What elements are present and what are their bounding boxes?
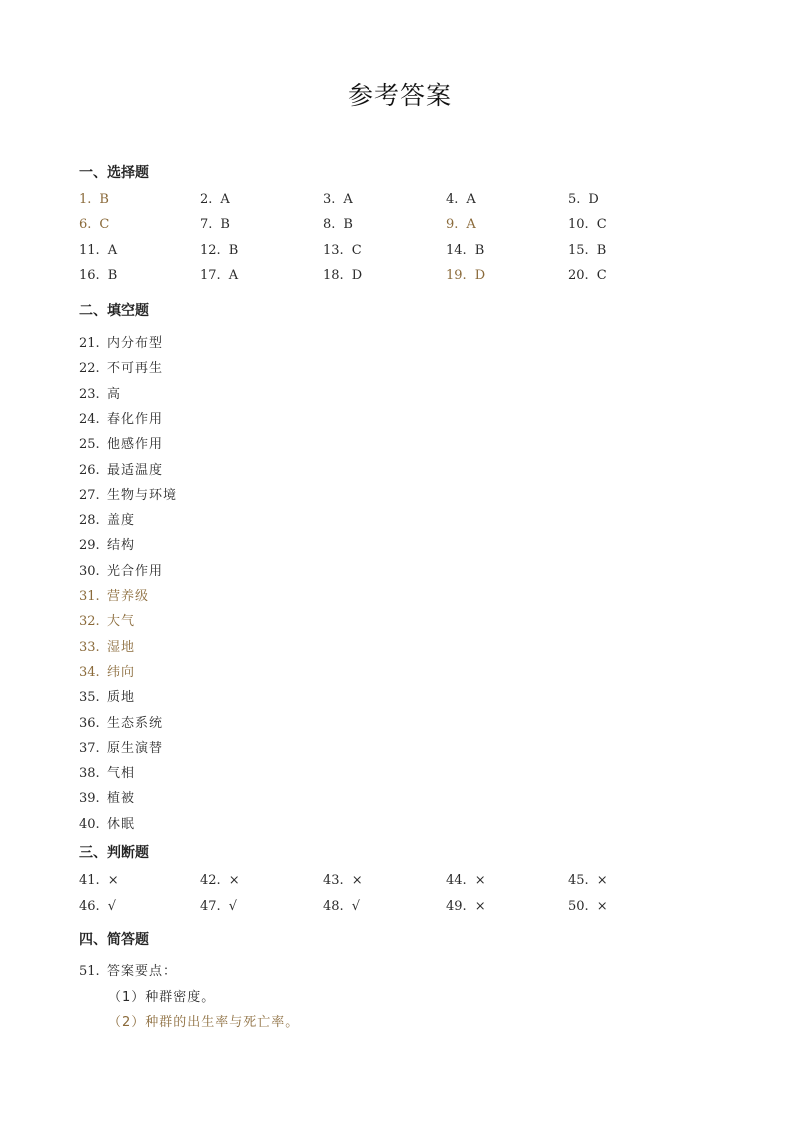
answer-value: 原生演替 bbox=[107, 740, 164, 756]
answer-value: A bbox=[220, 192, 230, 207]
answer-item bbox=[446, 899, 486, 914]
question-number: 51. bbox=[79, 964, 100, 979]
fill-answer-item bbox=[79, 560, 163, 579]
answer-item bbox=[79, 873, 119, 888]
question-number: 15. bbox=[568, 243, 589, 258]
answer-item bbox=[200, 899, 237, 914]
question-number: 34. bbox=[79, 664, 100, 680]
question-number: 10. bbox=[568, 217, 589, 232]
fill-answer-item bbox=[79, 534, 135, 553]
fill-answer-item bbox=[79, 408, 163, 427]
answer-value: D bbox=[351, 268, 363, 283]
answer-value: B bbox=[474, 243, 485, 258]
answer-item bbox=[446, 268, 485, 283]
answer-value: A bbox=[343, 192, 353, 207]
answer-value: B bbox=[220, 217, 230, 232]
answer-value: 不可再生 bbox=[107, 361, 164, 377]
answer-value: B bbox=[99, 192, 109, 207]
answer-item bbox=[568, 192, 599, 207]
question-number: 26. bbox=[79, 462, 100, 478]
fill-answer-item bbox=[79, 813, 135, 832]
fill-answer-item bbox=[79, 636, 135, 655]
question-number: 50. bbox=[568, 899, 589, 914]
answer-value: D bbox=[588, 192, 599, 207]
question-number: 14. bbox=[446, 243, 467, 258]
answer-item bbox=[323, 243, 362, 258]
answer-value: C bbox=[596, 217, 607, 232]
question-number: 24. bbox=[79, 411, 100, 427]
answer-value: A bbox=[228, 268, 239, 283]
answer-item bbox=[79, 192, 109, 207]
question-number: 41. bbox=[79, 873, 100, 888]
answer-value: B bbox=[107, 268, 118, 283]
answer-value: 大气 bbox=[107, 614, 136, 630]
question-number: 25. bbox=[79, 437, 100, 453]
answer-value: 植被 bbox=[107, 791, 136, 807]
question-number: 19. bbox=[446, 268, 467, 283]
answer-value: C bbox=[99, 217, 110, 232]
fill-answer-item bbox=[79, 661, 135, 680]
answer-value: × bbox=[228, 873, 240, 888]
question-number: 9. bbox=[446, 217, 459, 232]
question-number: 42. bbox=[200, 873, 221, 888]
question-number: 40. bbox=[79, 816, 100, 832]
answer-value: 纬向 bbox=[107, 664, 136, 680]
answer-item bbox=[446, 217, 476, 232]
question-number: 3. bbox=[323, 192, 336, 207]
answer-item bbox=[323, 268, 362, 283]
question-number: 43. bbox=[323, 873, 344, 888]
answer-item bbox=[446, 192, 476, 207]
answer-item bbox=[200, 268, 238, 283]
answer-value: 生态系统 bbox=[107, 715, 164, 731]
question-number: 33. bbox=[79, 639, 100, 655]
answer-value: 最适温度 bbox=[107, 462, 164, 478]
answer-value: 高 bbox=[107, 386, 122, 402]
fill-answer-item bbox=[79, 610, 135, 629]
fill-answer-item bbox=[79, 433, 163, 452]
fill-answer-item bbox=[79, 712, 163, 731]
fill-answer-item bbox=[79, 332, 163, 351]
question-number: 17. bbox=[200, 268, 221, 283]
answer-value: 气相 bbox=[107, 766, 136, 782]
answer-value: A bbox=[466, 217, 476, 232]
answer-value: 他感作用 bbox=[107, 437, 164, 453]
section-heading-fill: 二、填空题 bbox=[79, 303, 149, 319]
answer-item bbox=[200, 217, 230, 232]
answer-value: 盖度 bbox=[107, 513, 136, 529]
answer-item bbox=[446, 243, 484, 258]
section-heading-judge: 三、判断题 bbox=[79, 845, 149, 861]
answer-value: √ bbox=[107, 899, 116, 914]
short-answer-51 bbox=[79, 960, 177, 979]
answer-value: × bbox=[596, 873, 608, 888]
answer-item bbox=[323, 899, 360, 914]
answer-value: 营养级 bbox=[107, 589, 150, 604]
question-number: 8. bbox=[323, 217, 336, 232]
question-number: 7. bbox=[200, 217, 213, 232]
question-number: 35. bbox=[79, 690, 100, 706]
question-number: 45. bbox=[568, 873, 589, 888]
answer-value: 生物与环境 bbox=[107, 487, 178, 503]
fill-answer-item bbox=[79, 585, 149, 604]
answer-value: C bbox=[596, 268, 607, 283]
answer-item bbox=[200, 192, 230, 207]
answer-item bbox=[323, 192, 353, 207]
question-number: 32. bbox=[79, 614, 100, 630]
answer-item bbox=[323, 217, 353, 232]
answer-item bbox=[200, 873, 240, 888]
answer-value: 结构 bbox=[107, 538, 136, 554]
question-number: 44. bbox=[446, 873, 467, 888]
answer-value: × bbox=[474, 873, 486, 888]
answer-value: × bbox=[351, 873, 363, 888]
question-number: 48. bbox=[323, 899, 344, 914]
question-number: 1. bbox=[79, 192, 92, 207]
fill-answer-item bbox=[79, 357, 163, 376]
answer-value: 光合作用 bbox=[107, 563, 164, 579]
answer-item bbox=[323, 873, 363, 888]
fill-answer-item bbox=[79, 762, 135, 781]
answer-item bbox=[79, 268, 117, 283]
answer-value: A bbox=[466, 192, 476, 207]
fill-answer-item bbox=[79, 383, 121, 402]
answer-item bbox=[568, 243, 606, 258]
fill-answer-item bbox=[79, 459, 163, 478]
answer-value: × bbox=[596, 899, 608, 914]
answer-value: × bbox=[107, 873, 119, 888]
answer-value: D bbox=[474, 268, 486, 283]
answer-value: B bbox=[596, 243, 607, 258]
question-number: 27. bbox=[79, 487, 100, 503]
question-number: 21. bbox=[79, 336, 100, 351]
answer-point-2: （2）种群的出生率与死亡率。 bbox=[108, 1015, 300, 1030]
answer-value: √ bbox=[228, 899, 237, 914]
answer-item bbox=[568, 217, 607, 232]
question-number: 5. bbox=[568, 192, 581, 207]
answer-lead: 答案要点： bbox=[107, 964, 178, 979]
question-number: 46. bbox=[79, 899, 100, 914]
question-number: 36. bbox=[79, 715, 100, 731]
fill-answer-item bbox=[79, 737, 163, 756]
question-number: 11. bbox=[79, 243, 100, 258]
question-number: 18. bbox=[323, 268, 344, 283]
answer-item bbox=[568, 873, 608, 888]
answer-value: B bbox=[343, 217, 353, 232]
answer-item bbox=[568, 899, 608, 914]
fill-answer-item bbox=[79, 484, 177, 503]
section-heading-choice: 一、选择题 bbox=[79, 165, 149, 181]
section-heading-short: 四、简答题 bbox=[79, 932, 149, 948]
question-number: 38. bbox=[79, 766, 100, 782]
answer-value: 休眠 bbox=[107, 816, 136, 832]
question-number: 2. bbox=[200, 192, 213, 207]
fill-answer-item bbox=[79, 787, 135, 806]
question-number: 30. bbox=[79, 563, 100, 579]
answer-item bbox=[79, 217, 109, 232]
answer-value: 质地 bbox=[107, 690, 136, 706]
answer-item bbox=[568, 268, 607, 283]
fill-answer-item bbox=[79, 686, 135, 705]
question-number: 16. bbox=[79, 268, 100, 283]
answer-item bbox=[79, 899, 116, 914]
question-number: 49. bbox=[446, 899, 467, 914]
question-number: 47. bbox=[200, 899, 221, 914]
question-number: 39. bbox=[79, 791, 100, 807]
answer-value: 春化作用 bbox=[107, 411, 164, 427]
question-number: 13. bbox=[323, 243, 344, 258]
question-number: 31. bbox=[79, 589, 100, 604]
question-number: 37. bbox=[79, 740, 100, 756]
answer-value: × bbox=[474, 899, 486, 914]
question-number: 20. bbox=[568, 268, 589, 283]
answer-value: 湿地 bbox=[107, 639, 136, 655]
question-number: 23. bbox=[79, 386, 100, 402]
question-number: 4. bbox=[446, 192, 459, 207]
answer-item bbox=[79, 243, 117, 258]
answer-value: √ bbox=[351, 899, 360, 914]
answer-value: A bbox=[107, 243, 118, 258]
answer-item bbox=[446, 873, 486, 888]
answer-point-1: （1）种群密度。 bbox=[108, 990, 216, 1005]
fill-answer-item bbox=[79, 509, 135, 528]
question-number: 22. bbox=[79, 361, 100, 377]
question-number: 29. bbox=[79, 538, 100, 554]
answer-item bbox=[200, 243, 238, 258]
answer-value: 内分布型 bbox=[107, 336, 164, 351]
question-number: 28. bbox=[79, 513, 100, 529]
question-number: 12. bbox=[200, 243, 221, 258]
page-title: 参考答案 bbox=[347, 81, 452, 110]
question-number: 6. bbox=[79, 217, 92, 232]
answer-value: B bbox=[228, 243, 239, 258]
answer-value: C bbox=[351, 243, 362, 258]
